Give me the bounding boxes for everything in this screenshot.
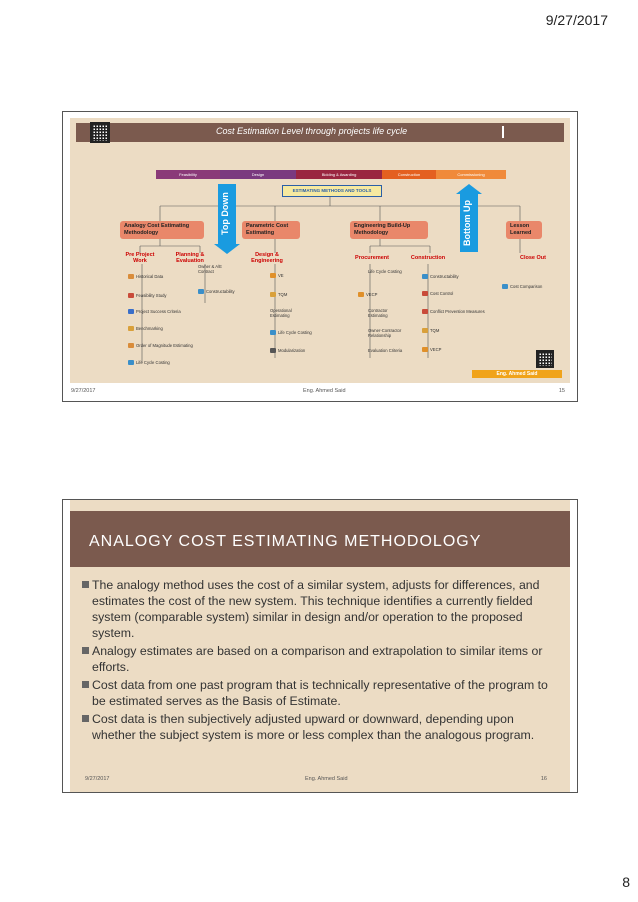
sub-design: Design & Engineering: [251, 252, 283, 264]
bullet-item: Cost data is then subjectively adjusted upward or downward, depending upon whether the subject system is more or less complex than the analogous program.: [82, 711, 552, 743]
method-parametric: Parametric Cost Estimating: [242, 221, 300, 239]
phase-design: Design: [220, 170, 296, 179]
bullet-item: Cost data from one past program that is technically representative of the program to be estimated serves as the Basis of Estimate.: [82, 677, 552, 709]
item-life-cycle-costing-1: Life Cycle Costing: [128, 360, 170, 365]
estimating-methods-hub: ESTIMATING METHODS AND TOOLS: [282, 185, 382, 197]
bottom-up-label: Bottom Up: [462, 200, 472, 246]
slide-16-date: 9/27/2017: [85, 776, 110, 782]
item-modularization: Modularization: [270, 348, 305, 353]
item-ve: VE: [270, 273, 284, 278]
page-number: 8: [622, 874, 630, 890]
slide-16-title-bar: [70, 511, 570, 567]
slide-16-title: ANALOGY COST ESTIMATING METHODOLOGY: [89, 533, 482, 550]
sub-pre-project: Pre Project Work: [125, 252, 155, 264]
item-benchmarking: Benchmarking: [128, 326, 163, 331]
item-cost-comparison: Cost Comparison: [502, 284, 542, 289]
item-owner-ae-contract: Owner & A/E Contract: [198, 264, 222, 274]
method-lesson-learned: Lesson Learned: [506, 221, 542, 239]
slide-16-author: Eng. Ahmed Said: [305, 776, 348, 782]
item-magnitude-estimating: Order of Magnitude Estimating: [128, 343, 193, 348]
item-owner-contractor: Owner-Contractor Relationship: [368, 328, 402, 338]
author-tag: Eng. Ahmed Said: [472, 370, 562, 378]
item-conflict-prevention: Conflict Prevention Measures: [422, 309, 485, 314]
phase-bidding: Bidding & Awarding: [296, 170, 382, 179]
item-operational-estimating: Operational Estimating: [270, 308, 292, 318]
slide-15-author: Eng. Ahmed Said: [303, 388, 346, 394]
method-analogy: Analogy Cost Estimating Methodology: [120, 221, 204, 239]
item-contractor-estimating: Contractor Estimating: [368, 308, 388, 318]
bullet-item: The analogy method uses the cost of a similar system, adjusts for differences, and estimates the cost of the new system. This technique identifies a currently fielded system (comparable system) similar in design and/or operation to the proposed system.: [82, 577, 552, 641]
bottom-up-arrowhead: [456, 184, 482, 194]
item-constructability-2: Constructability: [422, 274, 459, 279]
item-vecp-1: VECP: [358, 292, 377, 297]
item-constructability-1: Constructability: [198, 289, 235, 294]
item-cost-control: Cost Control: [422, 291, 462, 296]
item-success-criteria: Project Success Criteria: [128, 309, 181, 314]
slide-16: [62, 499, 578, 793]
slide-15-number: 15: [558, 388, 565, 394]
slide-16-bullets: [82, 577, 552, 745]
item-historical-data: Historical Data: [128, 274, 163, 279]
item-life-cycle-costing-3: Life Cycle Costing: [368, 269, 402, 274]
slide-15: [62, 111, 578, 402]
method-engineering: Engineering Build-Up Methodology: [350, 221, 428, 239]
qr-code-small-icon: [536, 350, 554, 368]
item-vecp-2: VECP: [422, 347, 441, 352]
top-down-label: Top Down: [220, 192, 230, 236]
phase-commissioning: Commissioning: [436, 170, 506, 179]
sub-procurement: Procurement: [355, 255, 389, 261]
slide-16-number: 16: [540, 776, 547, 782]
item-life-cycle-costing-2: Life Cycle Costing: [270, 330, 312, 335]
item-feasibility-study: Feasibility Study: [128, 293, 167, 298]
sub-planning: Planning & Evaluation: [175, 252, 205, 264]
sub-close-out: Close Out: [520, 255, 546, 261]
top-down-arrow: [218, 184, 236, 244]
phase-feasibility: Feasibility: [156, 170, 220, 179]
bullet-item: Analogy estimates are based on a comparison and extrapolation to similar items or efforts.: [82, 643, 552, 675]
slide-15-title: Cost Estimation Level through projects life cycle: [216, 126, 408, 136]
slide-15-date: 9/27/2017: [71, 388, 96, 394]
item-tqm-2: TQM: [422, 328, 439, 333]
sub-construction: Construction: [410, 255, 446, 261]
page-date: 9/27/2017: [545, 12, 608, 28]
slide-15-canvas: [70, 118, 570, 383]
item-evaluation-criteria: Evaluation Criteria: [368, 348, 403, 353]
item-tqm-1: TQM: [270, 292, 287, 297]
top-down-arrowhead: [214, 244, 240, 254]
bottom-up-arrow: [460, 194, 478, 252]
phase-construction: Construction: [382, 170, 436, 179]
